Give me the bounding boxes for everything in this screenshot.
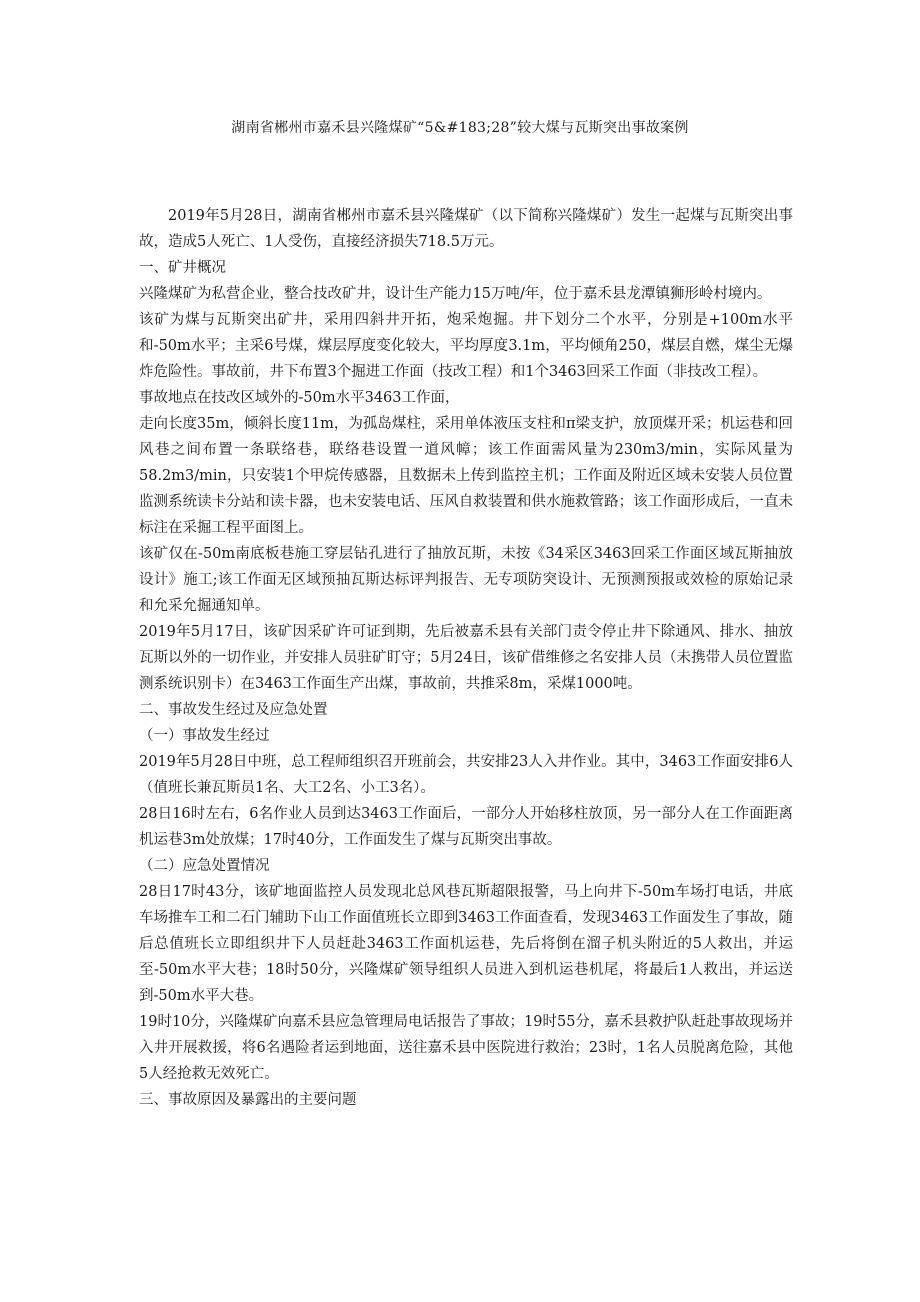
paragraph: 28日17时43分，该矿地面监控人员发现北总风巷瓦斯超限报警，马上向井下-50m车场打电话，井底车场推车工和二石门辅助下山工作面值班长立即到3463工作面查看，发现3463工作面发生了事故，随后总值班长立即组织井下人员赶赴3463工作面机运巷，先后将倒在溜子机头附近的5人救出，并运至-50m水平大巷；18时50分，兴隆煤矿领导组织人员进入到机运巷机尾，将最后1人救出，并运送到-50m水平大巷。 — [139, 884, 793, 1004]
paragraph: 该矿仅在-50m南底板巷施工穿层钻孔进行了抽放瓦斯，未按《34采区3463回采工作面区域瓦斯抽放设计》施工;该工作面无区域预抽瓦斯达标评判报告、无专项防突设计、无预测预报或效检的原始记录和允采允掘通知单。 — [139, 546, 793, 614]
paragraph: 事故地点在技改区域外的-50m水平3463工作面， — [139, 390, 460, 406]
section-heading-accident-process: 二、事故发生经过及应急处置 — [139, 702, 328, 718]
paragraph: 2019年5月28日中班，总工程师组织召开班前会，共安排23人入井作业。其中，3463工作面安排6人（值班长兼瓦斯员1名、大工2名、小工3名）。 — [139, 754, 793, 796]
paragraph: 28日16时左右，6名作业人员到达3463工作面后，一部分人开始移柱放顶，另一部分人在工作面距离机运巷3m处放煤；17时40分，工作面发生了煤与瓦斯突出事故。 — [139, 806, 793, 848]
subsection-heading-accident-occurrence: （一）事故发生经过 — [139, 728, 270, 744]
paragraph: 兴隆煤矿为私营企业，整合技改矿井，设计生产能力15万吨/年，位于嘉禾县龙潭镇狮形岭村境内。 — [139, 286, 772, 302]
paragraph: 19时10分，兴隆煤矿向嘉禾县应急管理局电话报告了事故；19时55分，嘉禾县救护队赶赴事故现场并入井开展救援，将6名遇险者运到地面，送往嘉禾县中医院进行救治；23时，1名人员脱离危险，其他5人经抢救无效死亡。 — [139, 1014, 793, 1082]
document-title: 湖南省郴州市嘉禾县兴隆煤矿“5&#183;28”较大煤与瓦斯突出事故案例 — [231, 120, 689, 136]
section-heading-causes: 三、事故原因及暴露出的主要问题 — [139, 1092, 357, 1108]
paragraph: 走向长度35m，倾斜长度11m，为孤岛煤柱，采用单体液压支柱和π梁支护，放顶煤开采；机运巷和回风巷之间布置一条联络巷，联络巷设置一道风幛；该工作面需风量为230m3/min，实际风量为58.2m3/min，只安装1个甲烷传感器，且数据未上传到监控主机；工作面及附近区域未安装人员位置监测系统读卡分站和读卡器，也未安装电话、压风自救装置和供水施救管路；该工作面形成后，一直未标注在采掘工程平面图上。 — [139, 416, 793, 536]
paragraph: 2019年5月17日，该矿因采矿许可证到期，先后被嘉禾县有关部门责令停止井下除通风、排水、抽放瓦斯以外的一切作业，并安排人员驻矿盯守；5月24日，该矿借维修之名安排人员（未携带人员位置监测系统识别卡）在3463工作面生产出煤，事故前，共推采8m，采煤1000吨。 — [139, 624, 793, 692]
section-heading-mine-overview: 一、矿井概况 — [139, 260, 226, 276]
paragraph-intro: 2019年5月28日，湖南省郴州市嘉禾县兴隆煤矿（以下简称兴隆煤矿）发生一起煤与瓦斯突出事故，造成5人死亡、1人受伤，直接经济损失718.5万元。 — [139, 208, 793, 250]
paragraph: 该矿为煤与瓦斯突出矿井，采用四斜井开拓，炮采炮掘。井下划分二个水平，分别是+100m水平和-50m水平；主采6号煤，煤层厚度变化较大，平均厚度3.1m，平均倾角250，煤层自燃，煤尘无爆炸危险性。事故前，井下布置3个掘进工作面（技改工程）和1个3463回采工作面（非技改工程）。 — [139, 312, 793, 380]
document-body — [139, 203, 793, 1113]
subsection-heading-emergency-response: （二）应急处置情况 — [139, 858, 270, 874]
